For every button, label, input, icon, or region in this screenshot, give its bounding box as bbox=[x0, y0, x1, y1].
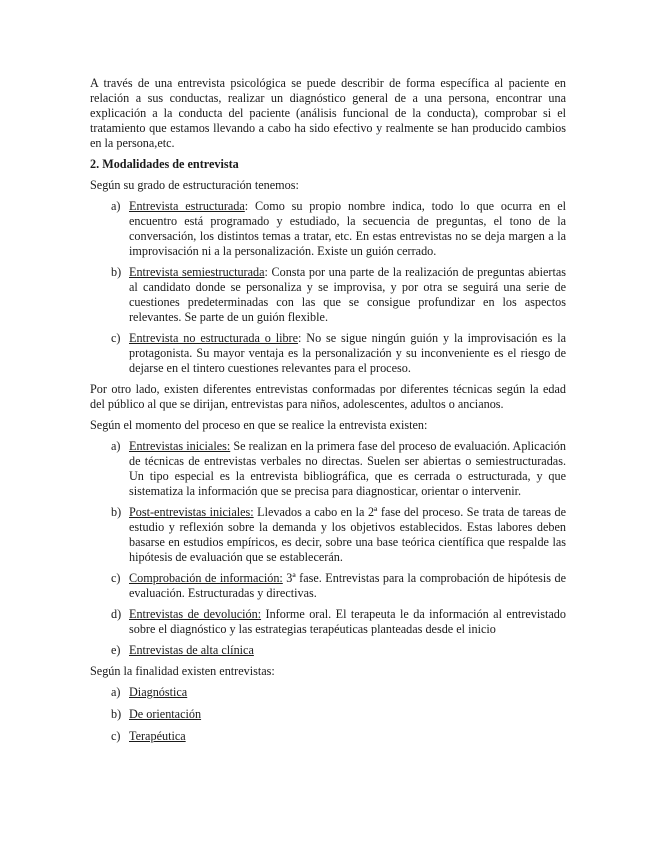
list-item bbox=[90, 571, 566, 601]
list-item-term: Entrevistas iniciales: bbox=[129, 439, 231, 453]
momento-lead: Según el momento del proceso en que se realice la entrevista existen: bbox=[90, 418, 428, 432]
list-marker: b) bbox=[111, 707, 122, 721]
finalidad-list bbox=[90, 685, 566, 744]
finalidad-lead: Según la finalidad existen entrevistas: bbox=[90, 664, 275, 678]
list-item-text: 3ª fase. Entrevistas para la comprobación de hipótesis de evaluación. Estructuradas y directivas. bbox=[129, 571, 566, 600]
list-item-term: Post-entrevistas iniciales: bbox=[129, 505, 254, 519]
momento-list bbox=[90, 439, 566, 658]
list-item-term: Diagnóstica bbox=[129, 685, 188, 699]
list-item bbox=[90, 439, 566, 499]
list-marker: a) bbox=[111, 439, 121, 453]
list-item-term: Entrevista no estructurada o libre bbox=[129, 331, 299, 345]
list-marker: a) bbox=[111, 685, 121, 699]
list-item-text: Informe oral. El terapeuta le da información al entrevistado sobre el diagnóstico y las estrategias terapéuticas planteadas desde el inicio bbox=[129, 607, 566, 636]
list-item-term: Terapéutica bbox=[129, 729, 186, 743]
list-item bbox=[90, 331, 566, 376]
estructuracion-list bbox=[90, 199, 566, 376]
list-item bbox=[90, 729, 566, 744]
list-item bbox=[90, 265, 566, 325]
list-item bbox=[90, 643, 566, 658]
estructuracion-lead: Según su grado de estructuración tenemos: bbox=[90, 178, 299, 192]
list-item bbox=[90, 505, 566, 565]
list-item-term: De orientación bbox=[129, 707, 202, 721]
list-marker: a) bbox=[111, 199, 121, 213]
section-heading: 2. Modalidades de entrevista bbox=[90, 157, 239, 171]
list-item-term: Entrevistas de devolución: bbox=[129, 607, 262, 621]
list-marker: b) bbox=[111, 505, 122, 519]
list-item-text: Se realizan en la primera fase del proceso de evaluación. Aplicación de técnicas de entrevistas verbales no directas. Suelen ser abiertas o semiestructuradas. Un tipo especial es la entrevista bibliográfica, que es cerrada o estructurada, y que sistematiza la información que se precisa para diagnosticar, orientar o intervenir. bbox=[129, 439, 566, 498]
list-item-text: : No se sigue ningún guión y la improvisación es la protagonista. Su mayor ventaja es la personalización y su inconveniente es el riesgo de dejarse en el tintero cuestiones relevantes para el proceso. bbox=[129, 331, 566, 375]
list-marker: e) bbox=[111, 643, 121, 657]
list-item bbox=[90, 685, 566, 700]
list-marker: c) bbox=[111, 571, 121, 585]
list-marker: d) bbox=[111, 607, 122, 621]
list-item-text: : Consta por una parte de la realización de preguntas abiertas al candidato donde se personaliza y se improvisa, y por otra se seguirá una serie de cuestiones predeterminadas con las que se consigue profundizar en los aspectos relevantes. Se parte de un guión flexible. bbox=[129, 265, 566, 324]
list-item-text: Llevados a cabo en la 2ª fase del proceso. Se trata de tareas de estudio y reflexión sobre la demanda y los objetivos establecidos. Estas labores deben basarse en estudios empíricos, es decir, sobre una base teórica científica que respalde las hipótesis de evaluación que se establecerán. bbox=[129, 505, 566, 564]
list-item bbox=[90, 607, 566, 637]
list-marker: c) bbox=[111, 331, 121, 345]
document-page bbox=[90, 76, 566, 751]
list-item-term: Entrevista estructurada bbox=[129, 199, 245, 213]
list-item-text: : Como su propio nombre indica, todo lo que ocurra en el encuentro está programado y estudiado, la secuencia de preguntas, el tono de la conversación, los distintos temas a tratar, etc. En estas entrevistas no se deja margen a la improvisación ni a la personalización. Existe un guión cerrado. bbox=[129, 199, 566, 258]
list-marker: b) bbox=[111, 265, 122, 279]
intro-paragraph: A través de una entrevista psicológica se puede describir de forma específica al paciente en relación a sus conductas, realizar un diagnóstico general de a una persona, encontrar una explicación a la conducta del paciente (análisis funcional de la conducta), comprobar si el tratamiento que estamos llevando a cabo ha sido efectivo y realmente se han producido cambios en la persona,etc. bbox=[90, 76, 566, 150]
list-item-term: Comprobación de información: bbox=[129, 571, 283, 585]
list-item bbox=[90, 707, 566, 722]
list-item-term: Entrevistas de alta clínica bbox=[129, 643, 254, 657]
otro-lado-paragraph: Por otro lado, existen diferentes entrevistas conformadas por diferentes técnicas según la edad del público al que se dirijan, entrevistas para niños, adolescentes, adultos o ancianos. bbox=[90, 382, 566, 411]
list-item-term: Entrevista semiestructurada bbox=[129, 265, 265, 279]
list-item bbox=[90, 199, 566, 259]
list-marker: c) bbox=[111, 729, 121, 743]
